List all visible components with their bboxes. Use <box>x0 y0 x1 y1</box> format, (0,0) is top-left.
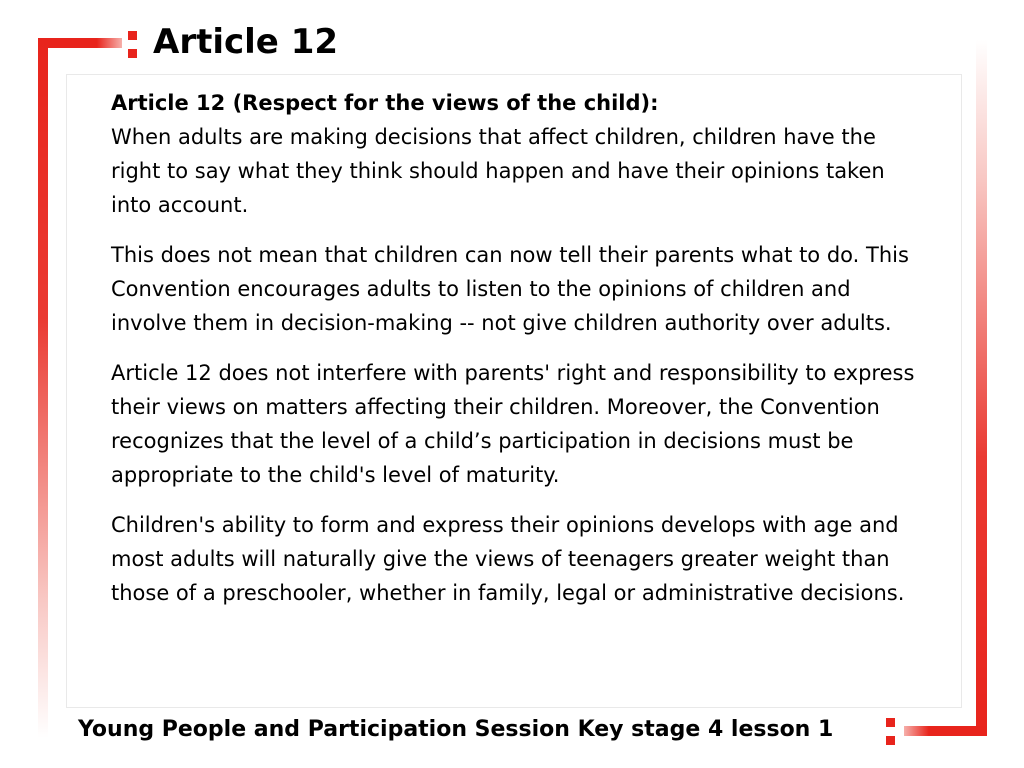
slide-body <box>111 86 919 626</box>
red-bar-right <box>976 40 987 736</box>
red-bracket-bottom-right <box>904 726 987 736</box>
paragraph-1 <box>111 86 919 222</box>
slide-title: Article 12 <box>153 22 339 62</box>
paragraph-1-text: When adults are making decisions that affect children, children have the right to say what they think should happen and have their opinions taken into account. <box>111 125 885 217</box>
red-colon-icon <box>128 31 138 61</box>
red-bar-left <box>38 38 48 738</box>
paragraph-2: This does not mean that children can now tell their parents what to do. This Convention encourages adults to listen to the opinions of children and involve them in decision-making -- not give children authority over adults. <box>111 243 909 335</box>
paragraph-4: Children's ability to form and express their opinions develops with age and most adults will naturally give the views of teenagers greater weight than those of a preschooler, whether in family, legal or administrative decisions. <box>111 513 905 605</box>
paragraph-3: Article 12 does not interfere with parents' right and responsibility to express their views on matters affecting their children. Moreover, the Convention recognizes that the level of a child’s participation in decisions must be appropriate to the child's level of maturity. <box>111 361 915 487</box>
slide-footer: Young People and Participation Session Key stage 4 lesson 1 <box>78 717 834 742</box>
red-colon-icon-footer <box>886 718 896 748</box>
red-bracket-top-left <box>38 38 122 48</box>
article-heading: Article 12 (Respect for the views of the child): <box>111 91 659 115</box>
